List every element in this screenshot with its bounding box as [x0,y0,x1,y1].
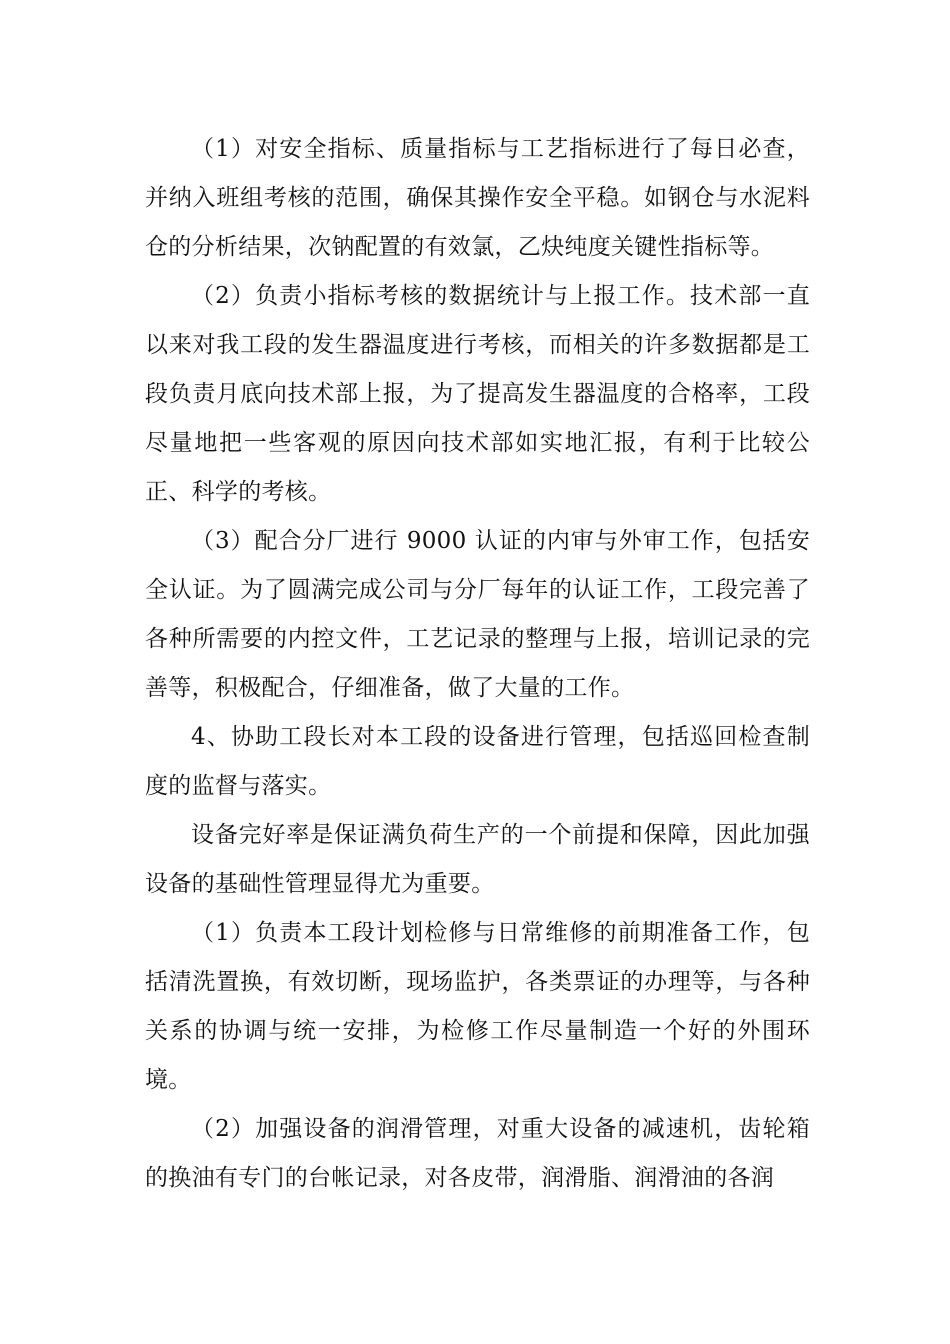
paragraph-9000-certification: （3）配合分厂进行 9000 认证的内审与外审工作，包括安全认证。为了圆满完成公司与分厂每年的认证工作，工段完善了各种所需要的内控文件，工艺记录的整理与上报，培训记录的完善等，积极配合，仔细准备，做了大量的工作。 [145,528,810,701]
paragraph-lubrication-management: （2）加强设备的润滑管理，对重大设备的减速机，齿轮箱的换油有专门的台帐记录，对各皮带，润滑脂、润滑油的各润 [145,1116,810,1191]
paragraph-equipment-intact-rate: 设备完好率是保证满负荷生产的一个前提和保障，因此加强设备的基础性管理显得尤为重要。 [145,822,810,897]
document-body [145,125,810,1203]
paragraph-maintenance-preparation: （1）负责本工段计划检修与日常维修的前期准备工作，包括清洗置换，有效切断，现场监护，各类票证的办理等，与各种关系的协调与统一安排，为检修工作尽量制造一个好的外围环境。 [145,920,810,1093]
paragraph-safety-quality-indicators: （1）对安全指标、质量指标与工艺指标进行了每日必查，并纳入班组考核的范围，确保其操作安全平稳。如钢仓与水泥料仓的分析结果，次钠配置的有效氯，乙炔纯度关键性指标等。 [145,136,810,260]
paragraph-indicator-statistics: （2）负责小指标考核的数据统计与上报工作。技术部一直以来对我工段的发生器温度进行考核，而相关的许多数据都是工段负责月底向技术部上报，为了提高发生器温度的合格率，工段尽量地把一些客观的原因向技术部如实地汇报，有利于比较公正、科学的考核。 [145,283,810,505]
paragraph-equipment-management-heading: 4、协助工段长对本工段的设备进行管理，包括巡回检查制度的监督与落实。 [145,724,810,799]
